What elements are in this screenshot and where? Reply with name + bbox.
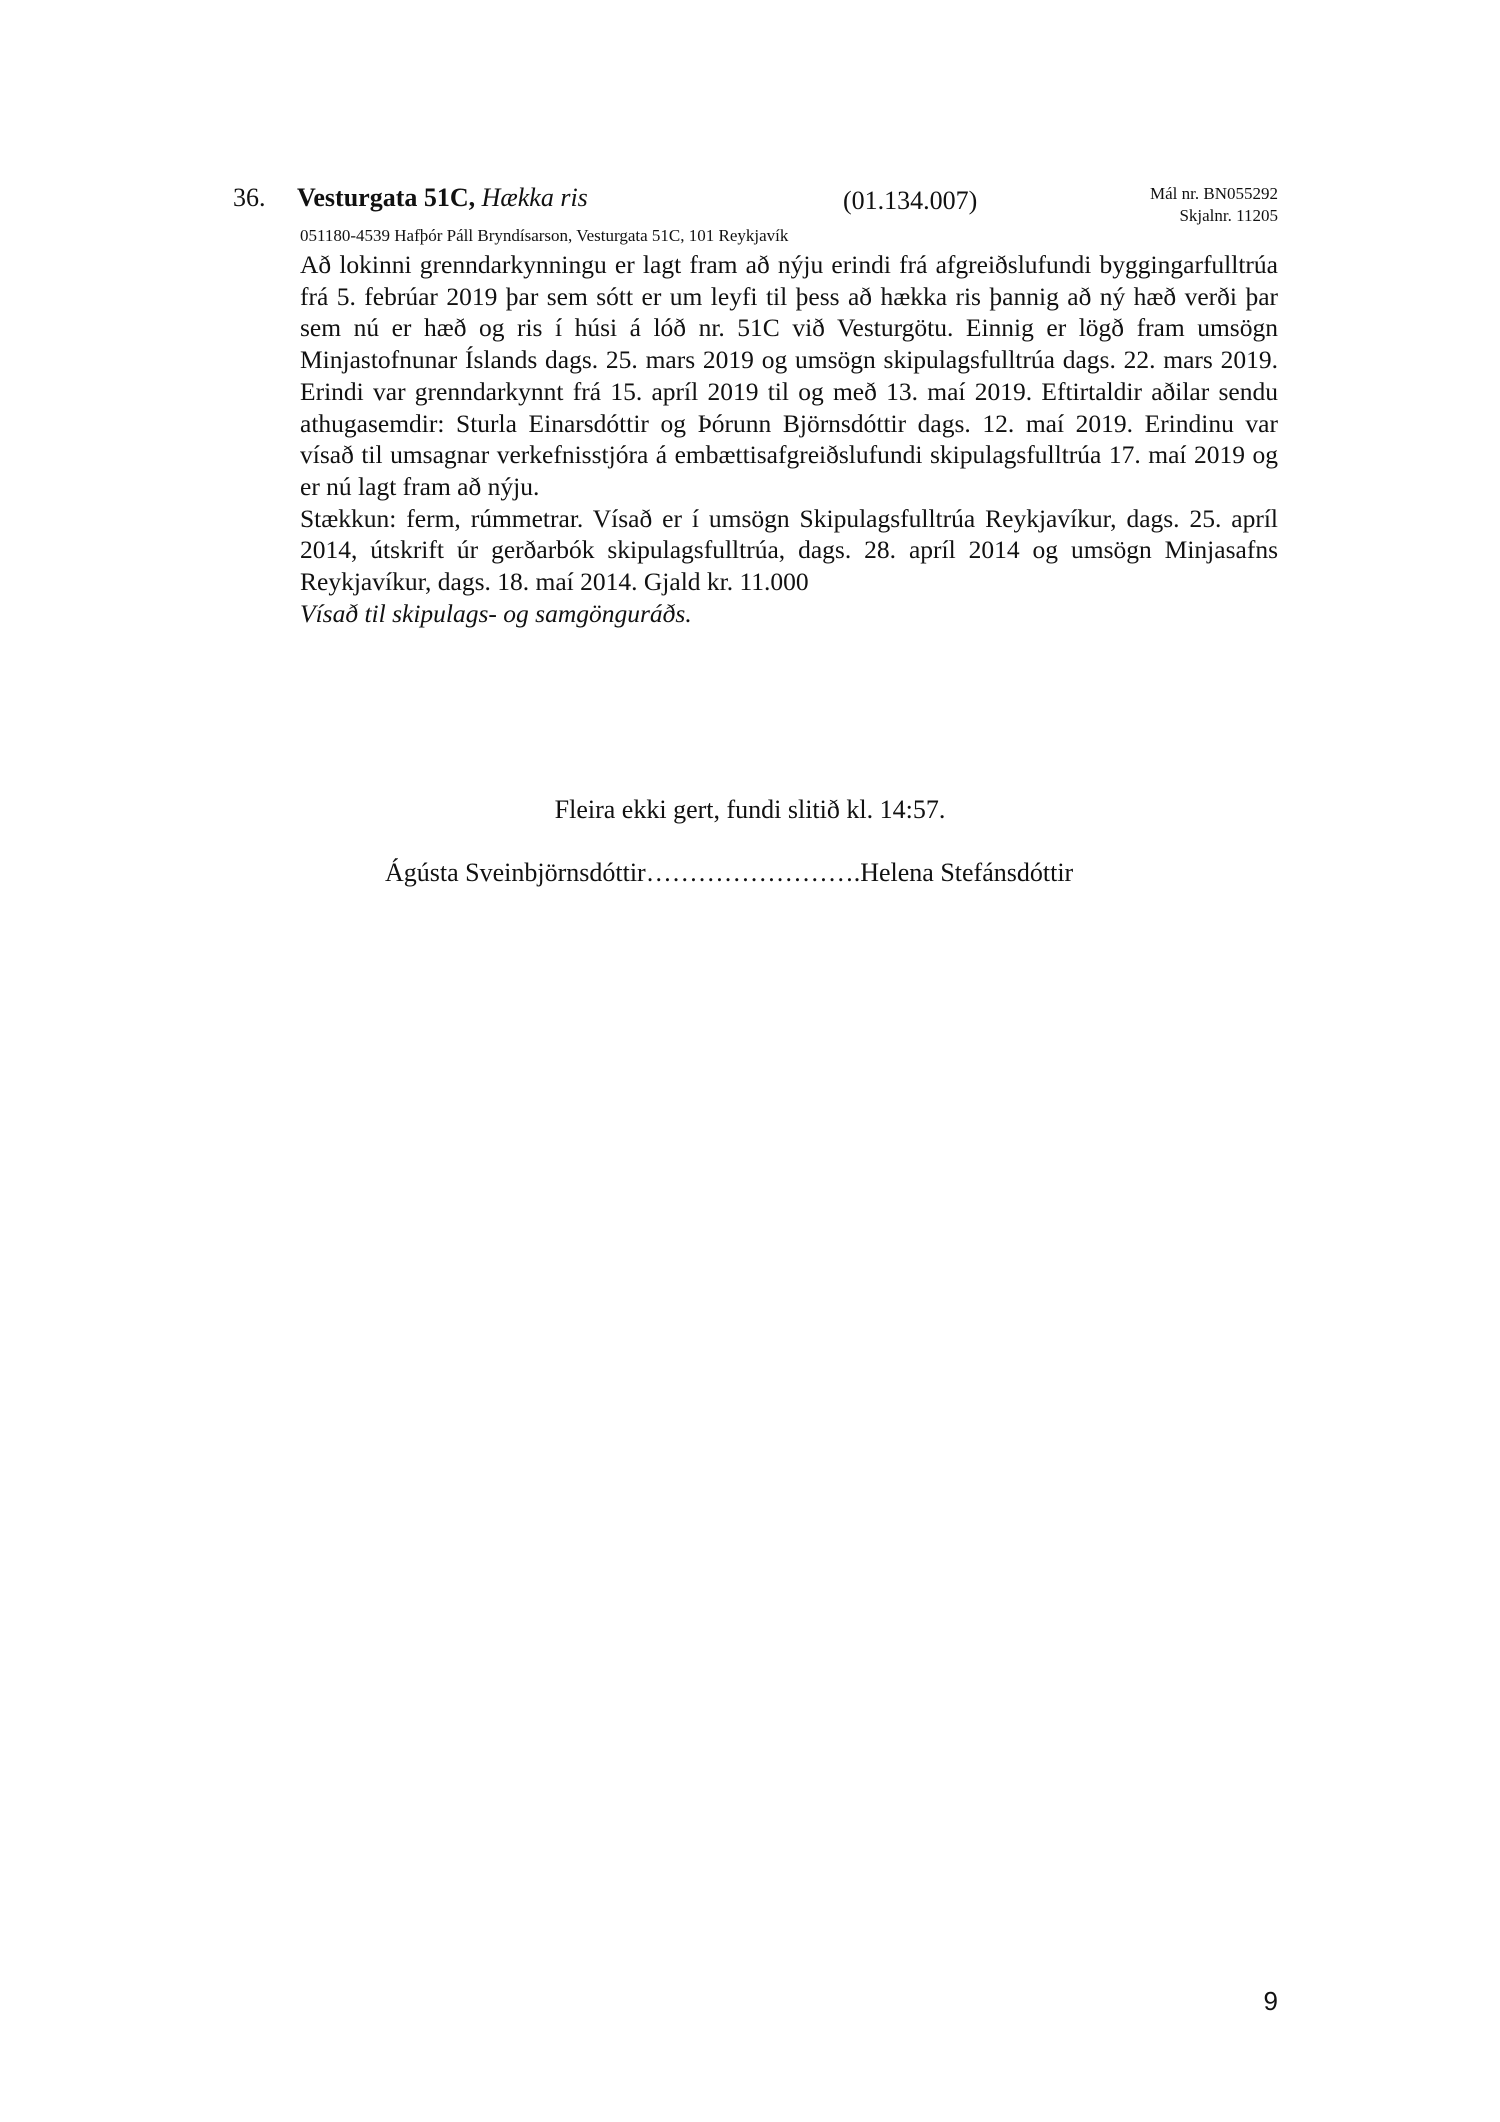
item-body <box>300 249 1278 629</box>
case-number: Mál nr. BN055292 <box>1150 184 1278 203</box>
expansion-paragraph: Stækkun: ferm, rúmmetrar. Vísað er í umsögn Skipulagsfulltrúa Reykjavíkur, dags. 25. apríl 2014, útskrift úr gerðarbók skipulagsfulltrúa, dags. 28. apríl 2014 og umsögn Minjasafns Reykjavíkur, dags. 18. maí 2014. Gjald kr. 11.000 <box>300 503 1278 597</box>
land-number: (01.134.007) <box>843 186 978 215</box>
page-number: 9 <box>1263 1986 1278 2016</box>
item-number: 36. <box>233 183 266 212</box>
document-number: Skjalnr. 11205 <box>1179 206 1278 225</box>
applicant-line: 051180-4539 Hafþór Páll Bryndísarson, Vesturgata 51C, 101 Reykjavík <box>300 226 789 245</box>
closing-statement: Fleira ekki gert, fundi slitið kl. 14:57. <box>554 795 946 824</box>
signature-line: Ágústa Sveinbjörnsdóttir…………………….Helena Stefánsdóttir <box>385 858 1074 887</box>
item-action: Hækka ris <box>481 183 588 212</box>
description-paragraph: Að lokinni grenndarkynningu er lagt fram að nýju erindi frá afgreiðslufundi byggingarfulltrúa frá 5. febrúar 2019 þar sem sótt er um leyfi til þess að hækka ris þannig að ný hæð verði þar sem nú er hæð og ris í húsi á lóð nr. 51C við Vesturgötu. Einnig er lögð fram umsögn Minjastofnunar Íslands dags. 25. mars 2019 og umsögn skipulagsfulltrúa dags. 22. mars 2019. Erindi var grenndarkynnt frá 15. apríl 2019 til og með 13. maí 2019. Eftirtaldir aðilar sendu athugasemdir: Sturla Einarsdóttir og Þórunn Björnsdóttir dags. 12. maí 2019. Erindinu var vísað til umsagnar verkefnisstjóra á embættisafgreiðslufundi skipulagsfulltrúa 17. maí 2019 og er nú lagt fram að nýju. <box>300 250 1278 501</box>
item-street: Vesturgata 51C, <box>297 183 476 212</box>
case-references <box>1150 183 1278 227</box>
item-title <box>297 183 588 213</box>
decision-text: Vísað til skipulags- og samgönguráðs. <box>300 598 692 628</box>
